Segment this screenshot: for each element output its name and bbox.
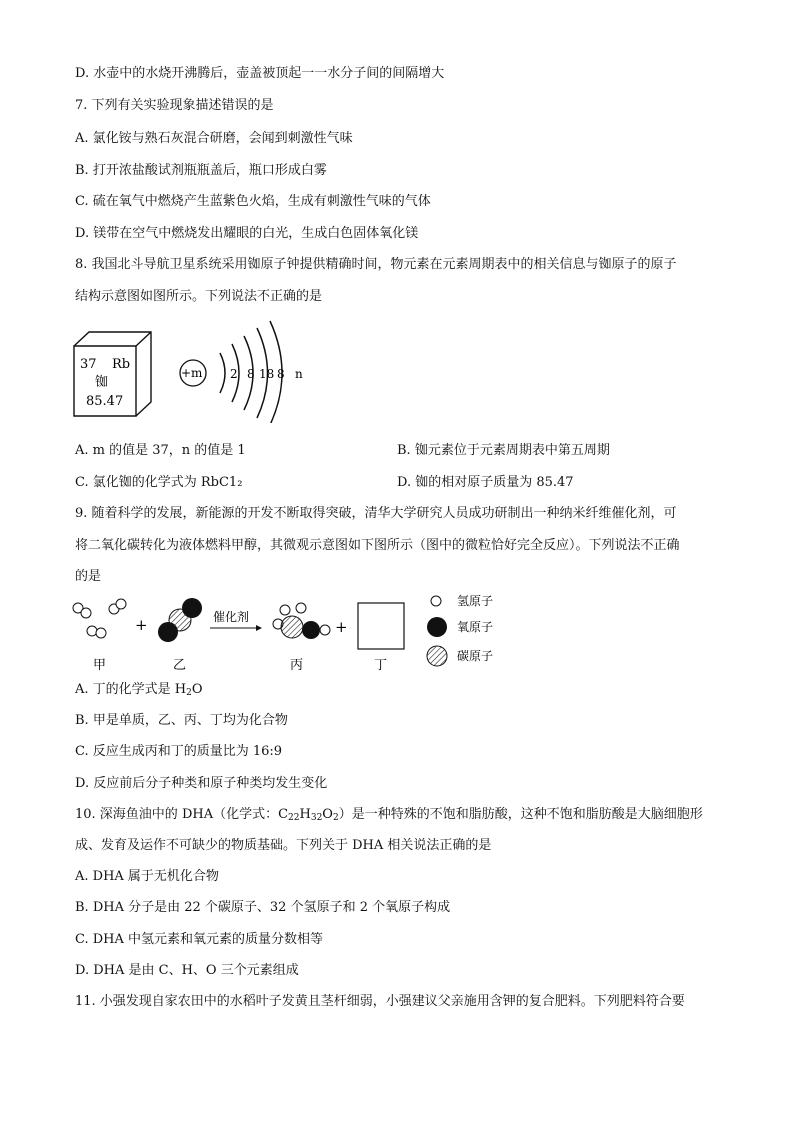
reactant-yi-molecule <box>158 598 202 642</box>
element-name: 铷 <box>95 375 109 390</box>
q9-option-d: D. 反应前后分子种类和原子种类均发生变化 <box>75 776 328 791</box>
q8-stem-line2: 结构示意图如图所示。下列说法不正确的是 <box>75 289 323 304</box>
nucleus-charge: +m <box>181 366 203 380</box>
label-bing: 丙 <box>290 658 304 673</box>
q7-option-d: D. 镁带在空气中燃烧发出耀眼的白光，生成白色固体氧化镁 <box>75 226 419 241</box>
label-ding: 丁 <box>374 658 388 673</box>
q9-option-b: B. 甲是单质，乙、丙、丁均为化合物 <box>75 713 288 728</box>
plus-sign-2: + <box>335 618 348 636</box>
rubidium-figure <box>70 318 310 423</box>
q8-option-a: A. m 的值是 37，n 的值是 1 <box>75 443 246 458</box>
q8-option-c: C. 氯化铷的化学式为 RbC1₂ <box>75 475 243 490</box>
plus-sign-1: + <box>135 616 148 634</box>
q7-stem: 7. 下列有关实验现象描述错误的是 <box>75 98 274 113</box>
q6-option-d: D. 水壶中的水烧开沸腾后，壶盖被顶起一一水分子间的间隔增大 <box>75 66 445 81</box>
legend-carbon-label: 碳原子 <box>457 649 494 663</box>
q8-option-b: B. 铷元素位于元素周期表中第五周期 <box>397 443 610 458</box>
label-jia: 甲 <box>93 658 107 673</box>
legend-carbon-marker <box>427 646 447 666</box>
q10-stem-line1: 10. 深海鱼油中的 DHA（化学式：$C_{22}H_{32}O_2$）是一种特殊的不饱和脂肪酸，这种不饱和脂肪酸是大脑细胞形 <box>75 807 703 823</box>
legend-hydrogen-label: 氢原子 <box>457 594 494 608</box>
q10-option-a: A. DHA 属于无机化合物 <box>75 869 219 884</box>
legend-oxygen-marker <box>427 617 447 637</box>
q9-option-c: C. 反应生成丙和丁的质量比为 16:9 <box>75 744 283 759</box>
reactant-jia-molecules <box>73 599 126 638</box>
q7-option-c: C. 硫在氧气中燃烧产生蓝紫色火焰，生成有刺激性气味的气体 <box>75 194 431 209</box>
legend-hydrogen-marker <box>431 596 441 606</box>
q7-option-b: B. 打开浓盐酸试剂瓶瓶盖后，瓶口形成白雾 <box>75 163 327 178</box>
shell-5-electrons: n <box>295 367 303 381</box>
shell-3-electrons: 18 <box>259 367 275 381</box>
q10-stem-line2: 成、发育及运作不可缺少的物质基础。下列关于 DHA 相关说法正确的是 <box>75 838 492 853</box>
reaction-arrow-head <box>256 625 262 631</box>
q9-stem-line2: 将二氧化碳转化为液体燃料甲醇，其微观示意图如下图所示（图中的微粒恰好完全反应）。下列说法不正确 <box>75 538 680 553</box>
element-mass: 85.47 <box>86 394 124 409</box>
q9-stem-line3: 的是 <box>75 569 102 584</box>
product-ding-box <box>358 603 404 649</box>
q10-option-d: D. DHA 是由 C、H、O 三个元素组成 <box>75 963 299 978</box>
shell-4-electrons: 8 <box>277 367 285 381</box>
q9-stem-line1: 9. 随着科学的发展，新能源的开发不断取得突破，清华大学研究人员成功研制出一种纳米纤维催化剂，可 <box>75 506 677 521</box>
legend-oxygen-label: 氧原子 <box>457 620 494 634</box>
product-bing-molecule <box>273 603 330 639</box>
shell-2-electrons: 8 <box>247 367 255 381</box>
reaction-figure <box>68 590 508 675</box>
q8-stem-line1: 8. 我国北斗导航卫星系统采用铷原子钟提供精确时间，物元素在元素周期表中的相关信息与铷原子的原子 <box>75 257 677 272</box>
element-symbol: Rb <box>112 357 131 372</box>
q8-option-d: D. 铷的相对原子质量为 85.47 <box>397 475 574 490</box>
catalyst-label: 催化剂 <box>213 610 250 624</box>
q10-option-c: C. DHA 中氢元素和氧元素的质量分数相等 <box>75 932 324 947</box>
q9-option-a: A. 丁的化学式是 $H_2O$ <box>75 682 203 698</box>
shell-1-electrons: 2 <box>230 367 238 381</box>
element-number: 37 <box>80 357 97 372</box>
label-yi: 乙 <box>173 658 187 673</box>
q11-stem-line1: 11. 小强发现自家农田中的水稻叶子发黄且茎杆细弱，小强建议父亲施用含钾的复合肥料。下列肥料符合要 <box>75 994 685 1009</box>
q10-option-b: B. DHA 分子是由 22 个碳原子、32 个氢原子和 2 个氧原子构成 <box>75 900 451 915</box>
q7-option-a: A. 氯化铵与熟石灰混合研磨，会闻到刺激性气味 <box>75 131 353 146</box>
